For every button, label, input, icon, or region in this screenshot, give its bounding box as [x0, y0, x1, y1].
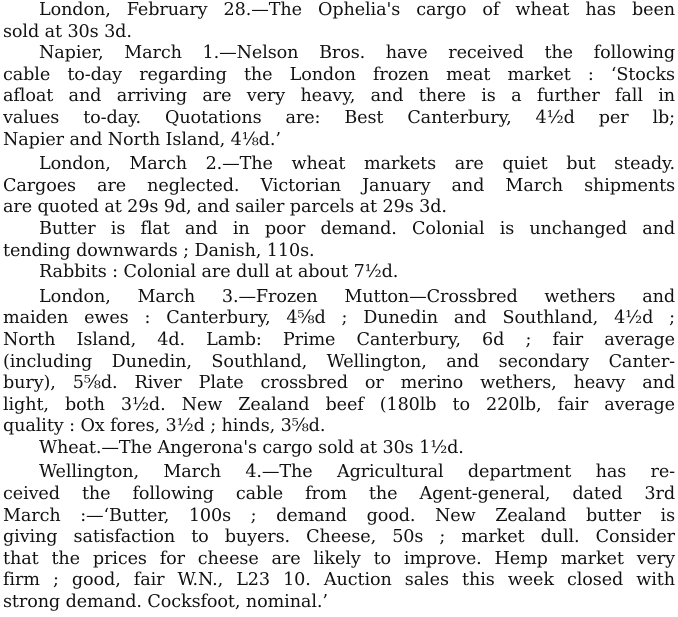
newspaper-column — [3, 0, 675, 614]
text-line: London, February 28.—The Ophelia's cargo of wheat has been — [39, 0, 675, 20]
text-line: tending downwards ; Danish, 110s. — [3, 240, 315, 261]
text-line: quality : Ox fores, 3½d ; hinds, 3⅝d. — [3, 416, 326, 437]
text-line: bury), 5⅝d. River Plate crossbred or merino wethers, heavy and — [3, 373, 675, 394]
text-line: values to-day. Quotations are: Best Canterbury, 4½d per lb; — [3, 107, 675, 128]
text-line: cable to-day regarding the London frozen meat market : ‘Stocks — [3, 64, 675, 85]
text-line: Napier, March 1.—Nelson Bros. have received the following — [39, 43, 675, 64]
text-line: sold at 30s 3d. — [3, 21, 132, 42]
text-line: that the prices for cheese are likely to improve. Hemp market very — [3, 548, 675, 569]
text-line: maiden ewes : Canterbury, 4⅝d ; Dunedin and Southland, 4½d ; — [3, 308, 675, 329]
paragraph-napier-mar-1 — [3, 43, 675, 151]
paragraph-wellington-mar-4 — [3, 462, 675, 613]
text-line: light, both 3½d. New Zealand beef (180lb to 220lb, fair average — [3, 394, 675, 415]
text-line: Rabbits : Colonial are dull at about 7½d. — [39, 262, 399, 283]
text-line: March :—‘Butter, 100s ; demand good. New Zealand butter is — [3, 505, 675, 526]
paragraph-london-feb-28 — [3, 0, 675, 43]
text-line: Wellington, March 4.—The Agricultural department has re- — [39, 462, 675, 483]
text-line: Napier and North Island, 4⅛d.’ — [3, 129, 281, 150]
text-line: London, March 3.—Frozen Mutton—Crossbred wethers and — [39, 286, 675, 307]
text-line: (including Dunedin, Southland, Wellington, and secondary Canter- — [3, 351, 675, 372]
paragraph-rabbits — [3, 262, 675, 284]
text-line: firm ; good, fair W.N., L23 10. Auction sales this week closed with — [3, 570, 675, 591]
text-line: ceived the following cable from the Agent-general, dated 3rd — [3, 484, 675, 505]
text-line: Wheat.—The Angerona's cargo sold at 30s 1½d. — [39, 437, 464, 458]
text-line: North Island, 4d. Lamb: Prime Canterbury, 6d ; fair average — [3, 329, 675, 350]
text-line: strong demand. Cocksfoot, nominal.’ — [3, 592, 328, 613]
text-line: Cargoes are neglected. Victorian January and March shipments — [3, 175, 675, 196]
paragraph-london-mar-3 — [3, 287, 675, 438]
paragraph-butter — [3, 219, 675, 262]
text-line: London, March 2.—The wheat markets are quiet but steady. — [39, 154, 675, 175]
text-line: afloat and arriving are very heavy, and there is a further fall in — [3, 86, 675, 107]
paragraph-wheat-angerona — [3, 438, 675, 460]
text-line: giving satisfaction to buyers. Cheese, 50s ; market dull. Consider — [3, 527, 675, 548]
text-line: Butter is flat and in poor demand. Colonial is unchanged and — [39, 218, 675, 239]
paragraph-london-mar-2 — [3, 154, 675, 219]
text-line: are quoted at 29s 9d, and sailer parcels at 29s 3d. — [3, 197, 447, 218]
